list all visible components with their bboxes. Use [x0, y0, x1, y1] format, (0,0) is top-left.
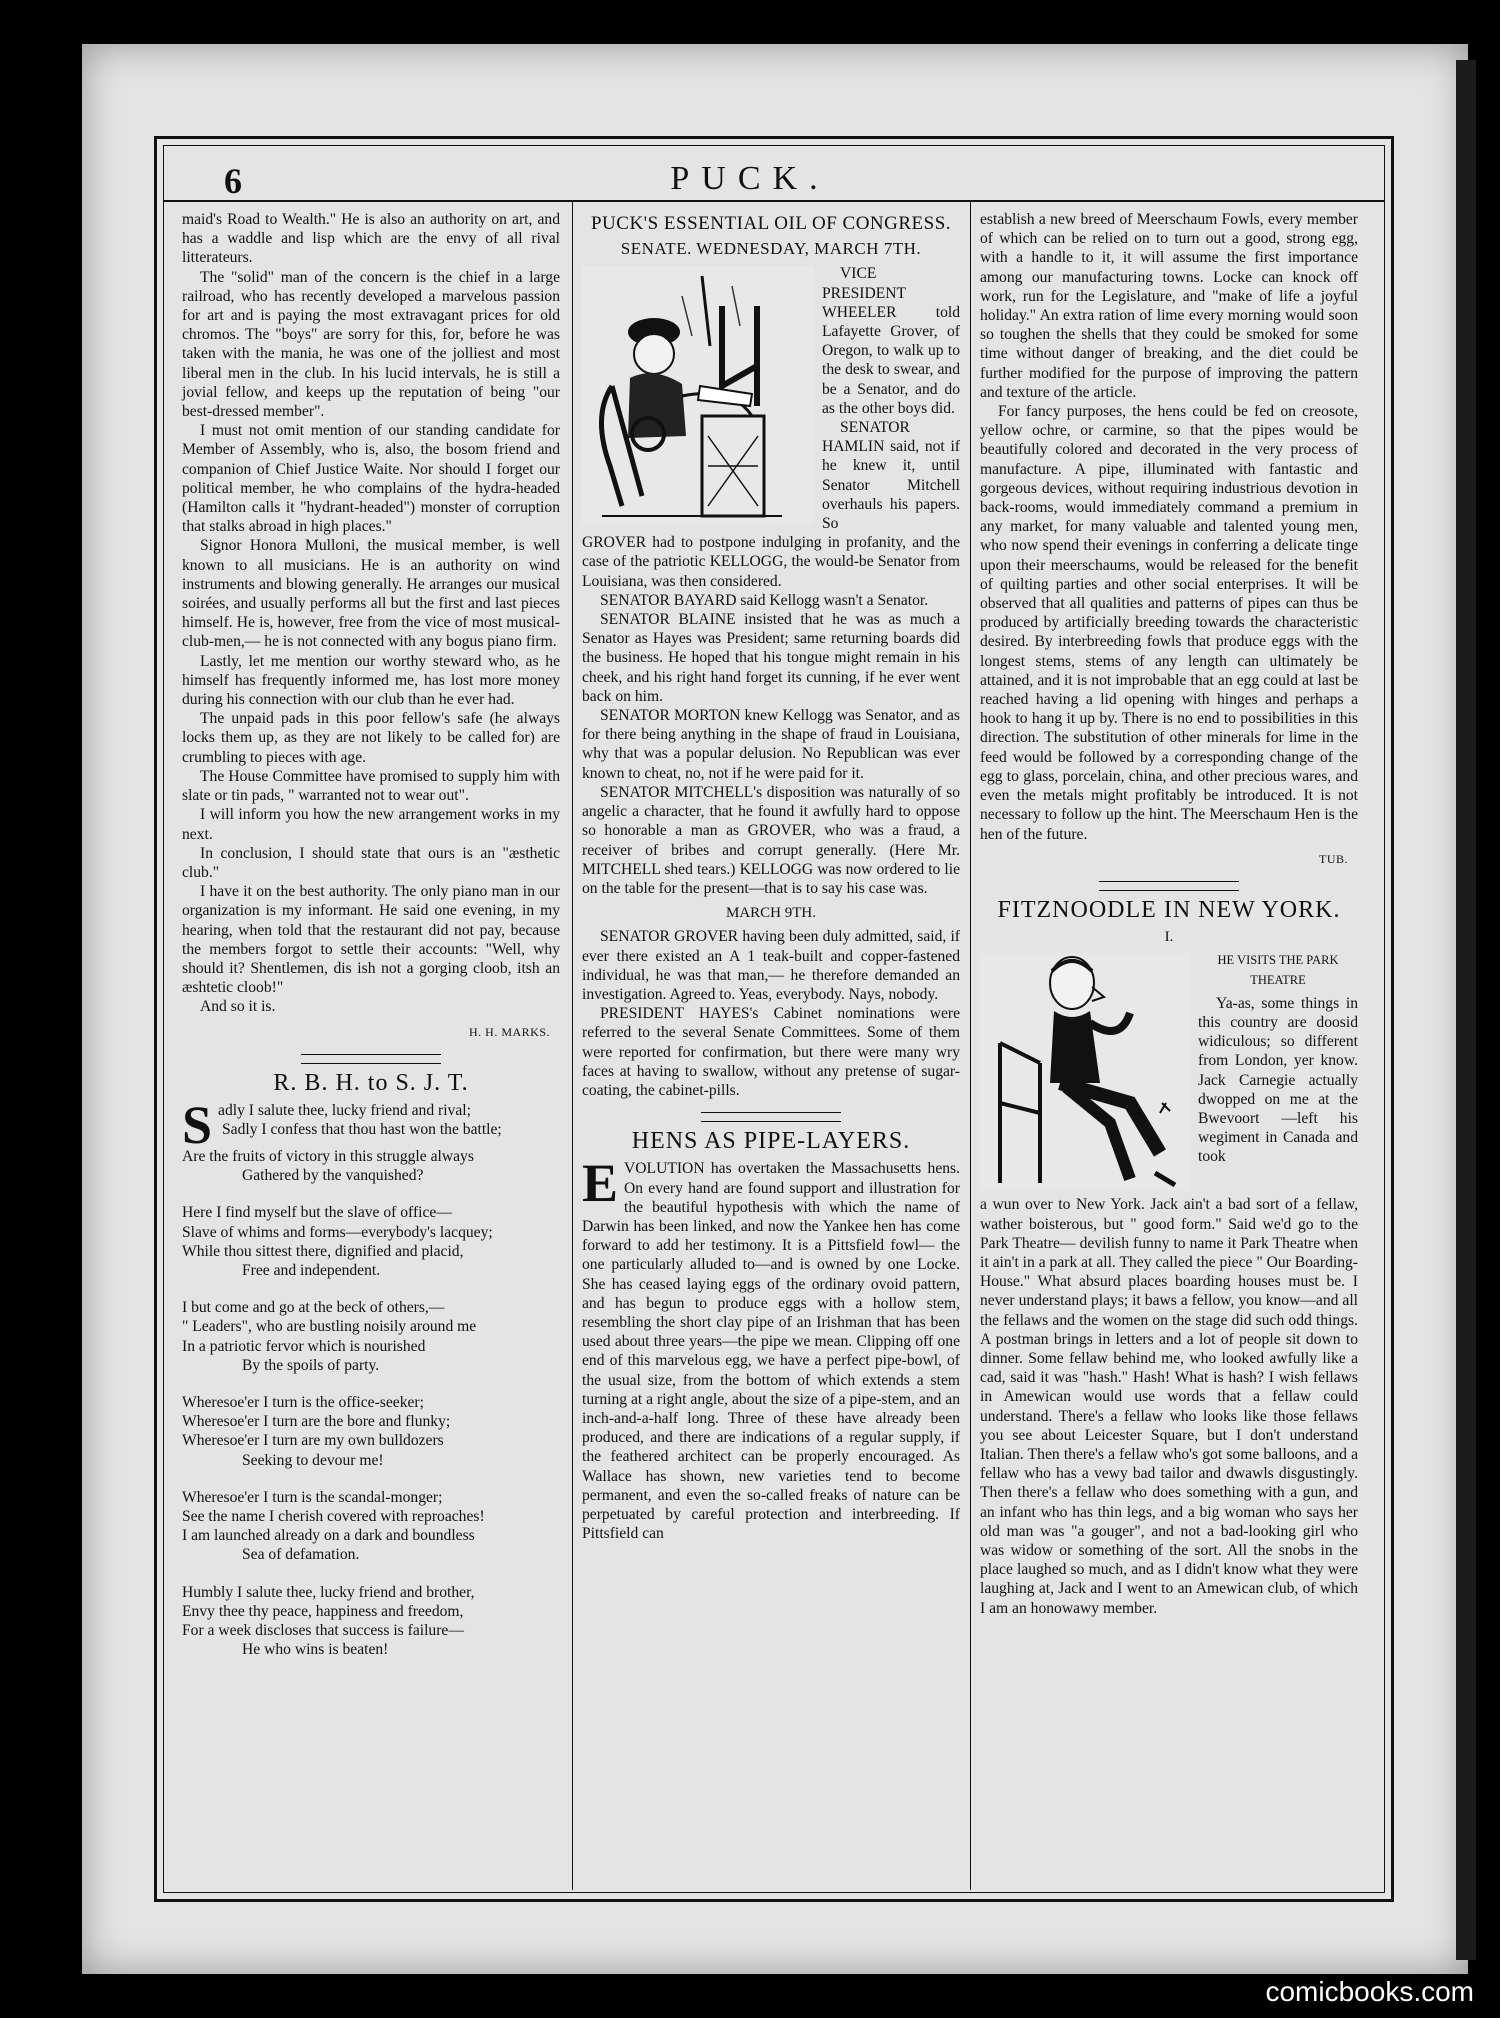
section-ornament [701, 1112, 841, 1122]
poem-title: R. B. H. to S. J. T. [273, 1069, 469, 1096]
article-text: And so it is. [200, 998, 276, 1016]
section-ornament [301, 1054, 441, 1064]
poem-stanza [182, 1583, 560, 1660]
poem-line: In a patriotic fervor which is nourished [182, 1337, 426, 1355]
hens-article-body: VOLUTION has overtaken the Massachusetts hens. On every hand are found support and illustration for the beautiful hypothesis with which the name of Darwin has been linked, and now the Yankee hen has come forward to add her testimony. It is a Pittsfield fowl— the one particularly alluded to—and is owned by one Locke. She has ceased laying eggs of the ordinary ovoid pattern, and has begun to produce eggs with a hollow stem, resembling the short clay pipe of an Irishman that has been used about three years—the pipe we mean. Clipping off one end of this marvelous egg, we have a perfect pipe-bowl, of the usual size, from the bottom of which extends a stem turning at a right angle, about the size of a pipe-stem, and an inch-and-a-half long. Three of these have already been produced, and there are indications of a regular supply, if the feathered architect can be properly encouraged. As Wallace has shown, new varieties tend to become permanent, and even the so-called freaks of nature can be perpetuated by careful protection and interbreeding. If Pittsfield can [582, 1160, 960, 1543]
poem-stanza [182, 1094, 560, 1185]
poem-line: Here I find myself but the slave of office— [182, 1204, 452, 1222]
article-text: SENATOR MITCHELL's disposition was naturally of so angelic a character, that he found it awfully hard to oppose so honorable a man as GROVER, who was a fraud, a receiver of bribes and corrupt generally. (Here Mr. MITCHELL shed tears.) KELLOGG was now ordered to lie on the table for the present—that is to say his case was. [582, 783, 960, 897]
article-text: GROVER had to postpone indulging in profanity, and the case of the patriotic KELLOGG, the would-be Senator from Louisiana, was then considered. [582, 534, 960, 590]
subheading: HE VISITS THE PARK THEATRE [1217, 953, 1339, 987]
poem-line: Gathered by the vanquished? [242, 1167, 424, 1185]
article-text: In conclusion, I should state that ours is an "æsthetic club." [182, 844, 560, 881]
signature: H. H. MARKS. [468, 1024, 550, 1039]
article-text [582, 1153, 960, 1543]
article-text: a wun over to New York. Jack ain't a bad sort of a fellaw, wather boisterous, but " good form." Said we'd go to the Park Theatre— devilish funny to name it Park Theatre when it ain't in a park at all. They called the piece " Our Boarding-House." What absurd places boarding houses must be. I never understand plays; it baws a fellow, you know—and all the fellaws and the women on the stage did such odd things. A postman brings in letters and a lot of people sit down to dinner. Some fellaw behind me, who looked awfully like a cad, said it was "hash." Hash! What is hash? I wish fellaws in Amewican would use words that a fellaw could understand. There's a fellaw who looks like those fellaws you see about Leicester Square, but I don't understand Italian. Then there's a fellaw who's got some balloons, and a fellaw who has a vewy bad tailor and dwawls disgustingly. Then there's a fellaw who does something with a gun, and an infant who has thin legs, and a big woman who says her old man was "a gouger", and not a bad-looking girl who was widow or something of the sort. All the snobs in the place laughed so much, and as I didn't know what they were laughing at, Jack and I went to an Amewican club, of which I am an honowawy member. [980, 1196, 1358, 1617]
article-text: For fancy purposes, the hens could be fed on creosote, yellow ochre, or carmine, so that the pipes would be beautifully colored and decorated in the very process of manufacture. A pipe, illuminated with fantastic and gorgeous devices, without requiring industrious devotion in back-rooms, would immediately command a premium in any market, for many valuable and talented young men, who now spend their evenings in conferring a delicate tinge upon their meerschaums, would be released for the benefit of quilting parties and other social enterprises. It will be observed that all qualities and patterns of pipes can thus be produced by artificially breeding towards the characteristic desired. By interbreeding fowls that produce eggs with the longest stems, stems of any length can ultimately be attained, and it is not improbable that an egg could at last be reached having a lid opening with hinges and perhaps a hook to hang it up by. There is no end to possibilities in this direction. The substitution of other minerals for lime in the feed would be followed by a corresponding change of the egg to glass, porcelain, china, and other precious wares, and even the metals might profitably be introduced. It is not necessary to follow up the hint. The Meerschaum Hen is the hen of the future. [980, 403, 1358, 843]
poem-line: Wheresoe'er I turn are my own bulldozers [182, 1432, 444, 1450]
poem-line: Humbly I salute thee, lucky friend and brother, [182, 1583, 475, 1601]
chapter-number: I. [1164, 929, 1174, 946]
article-text: SENATOR GROVER having been duly admitted, said, if ever there existed an A 1 teak-built and copper-fastened individual, he was that man,— he therefore demanded an investigation. Agreed to. Yeas, everybody. Nays, nobody. [582, 928, 960, 1003]
poem-stanza [182, 1298, 560, 1375]
article-text: The unpaid pads in this poor fellow's safe (he always locks them up, as they are not likely to be called for) are crumbling to pieces with age. [182, 710, 560, 766]
article-text: Signor Honora Mulloni, the musical member, is well known to all musicians. He is an authority on wind instruments and blowing generally. He arranges our musical soirées, and usually performs all but the first and last pieces himself. He is, however, free from the vice of most musical-club-men,— he is not connected with any bogus piano firm. [182, 537, 560, 651]
column-rule-1 [572, 202, 573, 1890]
article-text: The House Committee have promised to supply him with slate or tin pads, " warranted not to wear out". [182, 767, 560, 805]
date-heading: MARCH 9TH. [725, 905, 816, 922]
column-3 [980, 210, 1358, 1618]
article-text: PRESIDENT HAYES's Cabinet nominations were referred to the several Senate Committees. Some of them were reported for confirmation, but there were many wry faces at having to swallow, without any pretense of sugar-coating, the cabinet-pills. [582, 1005, 960, 1099]
article-text: I will inform you how the new arrangement works in my next. [182, 806, 560, 843]
senator-chair-illustration [582, 266, 814, 524]
poem-line: adly I salute thee, lucky friend and rival; [218, 1101, 471, 1119]
poem-line: Sea of defamation. [242, 1546, 360, 1564]
poem-line: By the spoils of party. [242, 1356, 380, 1374]
signature: TUB. [1319, 851, 1348, 866]
poem-line: While thou sittest there, dignified and placid, [182, 1242, 464, 1260]
poem-line: Wheresoe'er I turn is the scandal-monger; [182, 1488, 443, 1506]
article-text: maid's Road to Wealth." He is also an authority on art, and has a waddle and lisp which are the envy of all rival litterateurs. [182, 211, 560, 267]
poem-line: Slave of whims and forms—everybody's lacquey; [182, 1223, 493, 1241]
article-text: I must not omit mention of our standing candidate for Member of Assembly, who is, also, the bosom friend and companion of Chief Justice Waite. Nor should I forget our political member, he who complains of the hydra-headed (Hamilton calls it "hydrant-headed") monster of corruption that stalks abroad in high places." [182, 422, 560, 536]
column-2 [582, 210, 960, 1543]
section-title-congress: PUCK'S ESSENTIAL OIL OF CONGRESS. [590, 213, 952, 234]
senate-heading: SENATE. WEDNESDAY, MARCH 7TH. [620, 239, 922, 259]
section-title-hens: HENS AS PIPE-LAYERS. [631, 1128, 911, 1155]
poem-line: Sadly I confess that thou hast won the battle; [222, 1121, 502, 1139]
poem-line: Wheresoe'er I turn is the office-seeker; [182, 1393, 424, 1411]
article-text: establish a new breed of Meerschaum Fowls, every member of which can be relied on to turn out a good, strong egg, with a handle to it, it will assume the first importance among our manufacturing towns. Locke can knock off work, run for the Legislature, and "make of life a joyful holiday." An extra ration of lime every morning would soon so toughen the shells that they could be smoked for some time without danger of breaking, and the diet could be further modified for the purpose of improving the pattern and texture of the article. [980, 211, 1358, 401]
article-text: SENATOR MORTON knew Kellogg was Senator, and as for there being anything in the shape of fraud in Louisiana, why that was a popular delusion. No Republican was ever known to cheat, no, not if he were paid for it. [582, 707, 960, 782]
article-text: SENATOR HAMLIN said, not if he knew it, until Senator Mitchell overhauls his papers. So [822, 419, 960, 533]
drop-cap: E [582, 1153, 619, 1214]
page-number: 6 [224, 161, 242, 201]
poem-stanza [182, 1203, 560, 1280]
page-spine [1456, 60, 1476, 1960]
drop-cap: S [182, 1094, 213, 1155]
column-1 [182, 210, 560, 1677]
poem-line: I am launched already on a dark and boundless [182, 1527, 475, 1545]
header-rule [163, 200, 1385, 202]
section-ornament [1099, 881, 1239, 891]
poem-line: Are the fruits of victory in this struggle always [182, 1147, 474, 1165]
poem-line: For a week discloses that success is failure— [182, 1622, 464, 1639]
article-text: SENATOR BLAINE insisted that he was as much a Senator as Hayes was President; same returning boards did the business. He hoped that his tongue might remain in his cheek, and his right hand forget its cunning, if he ever went back on him. [582, 611, 960, 705]
poem-line: Wheresoe'er I turn are the bore and flunky; [182, 1413, 451, 1431]
poem-line: He who wins is beaten! [242, 1641, 389, 1659]
poem-stanza [182, 1488, 560, 1565]
watermark: comicbooks.com [1265, 1976, 1474, 2007]
poem-line: " Leaders", who are bustling noisily around me [182, 1318, 477, 1336]
column-rule-2 [970, 202, 971, 1890]
masthead: PUCK. [670, 160, 830, 197]
article-text: Ya-as, some things in this country are doosid widiculous; so different from London, yer know. Jack Carnegie actually dwopped on me at the Bwevoort —left his wegiment in Canada and took [1198, 994, 1358, 1166]
poem-stanza [182, 1393, 560, 1470]
poem-line: Envy thee thy peace, happiness and freedom, [182, 1602, 464, 1620]
article-text: I have it on the best authority. The only piano man in our organization is my informant. He said one evening, in my hearing, when told that the restaurant did not pay, because the members forgot to settle their accounts: "Well, why should it? Shentlemen, dis ish not a gorging cloob, itsh an æshtetic cloob!" [182, 883, 560, 997]
article-text: SENATOR BAYARD said Kellogg wasn't a Senator. [600, 591, 929, 609]
section-title-fitznoodle: FITZNOODLE IN NEW YORK. [997, 896, 1341, 923]
poem-line: Free and independent. [242, 1261, 381, 1279]
poem-line: See the name I cherish covered with reproaches! [182, 1507, 485, 1525]
poem-line: Seeking to devour me! [242, 1451, 384, 1469]
article-text: The "solid" man of the concern is the chief in a large railroad, who has recently developed a marvelous passion for art and is paying the most extravagant prices for old chromos. The "boys" are sorry for this, for, before he was taken with the mania, he was one of the jolliest and most liberal men in the club. In his lucid intervals, he is still a jovial fellow, and keeps up the reputation of being "our best-dressed member". [182, 268, 560, 421]
fitznoodle-illustration [980, 953, 1190, 1191]
article-text: Lastly, let me mention our worthy steward who, as he himself has frequently informed me, has lost more money during his connection with our club than he ever had. [182, 652, 560, 709]
article-text: VICE PRESIDENT WHEELER told Lafayette Grover, of Oregon, to walk up to the desk to swear, and be a Senator, and do as the other boys did. [822, 265, 960, 417]
poem-line: I but come and go at the beck of others,— [182, 1299, 445, 1317]
